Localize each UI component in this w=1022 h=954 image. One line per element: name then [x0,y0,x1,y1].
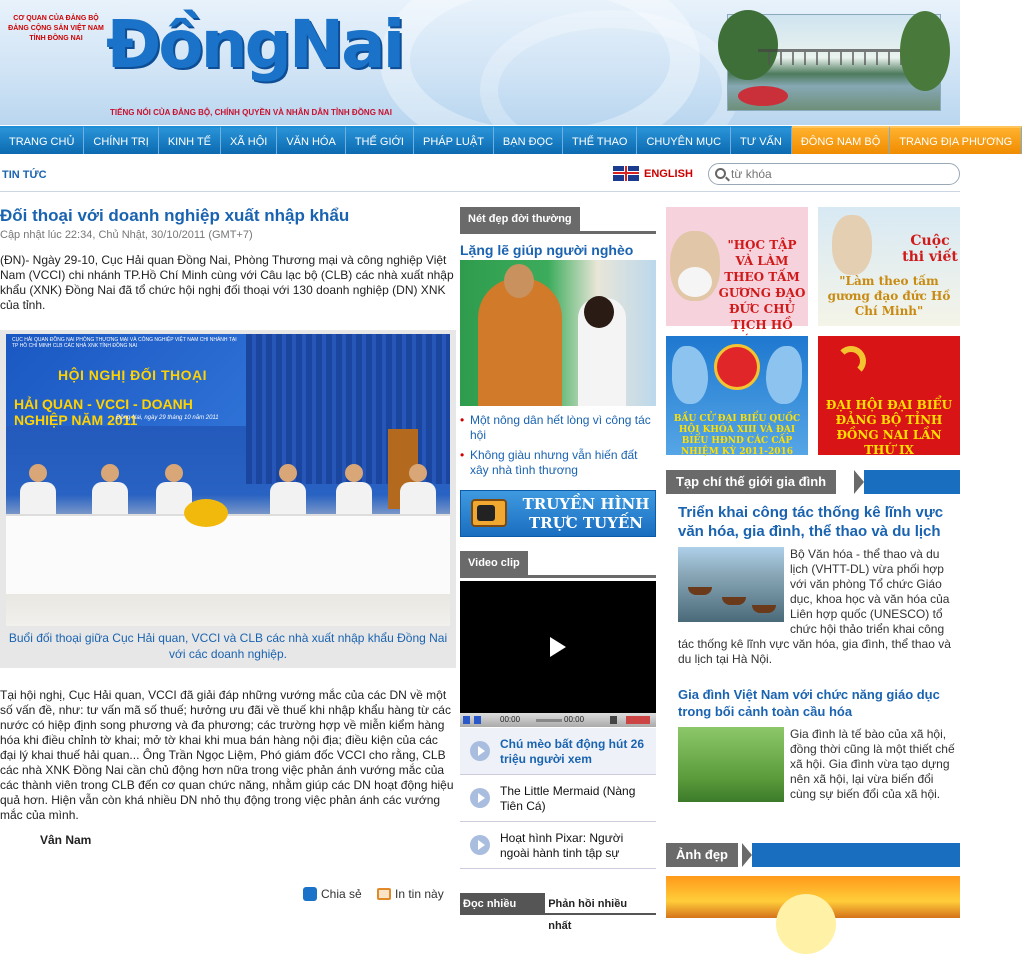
nav-item-van-hoa[interactable]: VĂN HÓA [277,126,346,154]
party-label: CƠ QUAN CỦA ĐẢNG BỘ ĐẢNG CỘNG SẢN VIỆT NAM TỈNH ĐỒNG NAI [8,15,104,42]
arrow-icon [854,470,864,494]
photo-caption: Buổi đối thoại giữa Cục Hải quan, VCCI và CLB các nhà xuất nhập khẩu Đồng Nai với các doanh nghiệp. [8,631,448,661]
featured-photo[interactable] [666,876,960,918]
promo-text: "HỌC TẬP VÀ LÀM THEO TẤM GƯƠNG ĐẠO ĐỨC CHỦ TỊCH HỒ [718,238,806,332]
article [0,205,456,901]
seek-bar[interactable] [536,719,562,722]
english-link[interactable]: ENGLISH [644,168,693,180]
portrait-shape [678,267,712,297]
print-label: In tin này [395,887,444,901]
breadcrumb[interactable]: TIN TỨC [2,169,47,181]
banner-date: Đồng Nai, ngày 29 tháng 10 năm 2011 [116,415,219,421]
photo-section-header [666,843,960,867]
national-emblem-icon [714,344,760,390]
related-link[interactable]: • Một nông dân hết lòng vì công tác hội [460,413,656,443]
middle-column [460,207,656,932]
play-circle-icon [470,788,490,808]
site-slogan: TIẾNG NÓI CỦA ĐẢNG BỘ, CHÍNH QUYỀN VÀ NHÂN DÂN TỈNH ĐỒNG NAI [110,108,392,117]
share-icon [303,887,317,901]
time-total: 00:00 [564,715,585,724]
share-label: Chia sẻ [321,887,362,901]
hands-shape [766,346,802,404]
video-title: Hoạt hình Pixar: Người ngoài hành tinh tập sự [500,831,624,860]
video-list-item[interactable] [460,822,656,869]
online-tv-label: TRUYỀN HÌNH TRỰC TUYẾN [522,495,650,532]
nav-item-the-thao[interactable]: THỂ THAO [563,126,637,154]
banner-subtitle: HẢI QUAN - VCCI - DOANH NGHIỆP NĂM 2011 [14,396,193,428]
time-current: 00:00 [500,715,521,724]
nav-item-dong-nam-bo[interactable]: ĐÔNG NAM BỘ [792,126,890,154]
section-label[interactable]: Tạp chí thế giới gia đình [666,470,836,494]
hands-shape [672,346,708,404]
tree-shape [900,11,950,91]
monk-head-shape [504,264,534,298]
main-nav [0,126,1013,154]
video-list-item[interactable] [460,728,656,775]
header-bridge-photo [727,14,941,111]
tv-icon [471,499,507,527]
nav-item-trang-chu[interactable]: TRANG CHỦ [0,126,84,154]
section-tab-video[interactable]: Video clip [460,551,528,575]
play-circle-icon [470,741,490,761]
portrait-shape [832,215,872,275]
story-summary [678,727,960,803]
site-header [0,0,960,125]
stop-button-icon[interactable] [474,716,481,724]
article-lead: (ĐN)- Ngày 29-10, Cục Hải quan Đồng Nai, Phòng Thương mại và công nghiệp Việt Nam (VCCI) chi nhánh TP.Hồ Chí Minh cùng với Câu lạc bộ (CLB) các nhà xuất nhập khẩu (XNK) Đồng Nai đã tổ chức hội nghị đối thoại với 130 doanh nghiệp (DN) XNK của tỉnh. [0,253,454,312]
play-circle-icon [470,835,490,855]
fullscreen-icon[interactable] [610,716,617,724]
promo-text: "Làm theo tấm gương đạo đức Hồ Chí Minh" [827,274,951,318]
uk-flag-icon[interactable] [613,166,639,181]
story-summary-text: Bộ Văn hóa - thể thao và du lịch (VHTT-DL) vừa phối hợp với văn phòng Tổ chức Giáo dục, khoa học và văn hóa của Liên hợp quốc (UNESCO) tổ chức hội thảo triển khai công tác thống kê lĩnh vực văn hóa, gia đình, thể thao và du lịch tại Hà Nội. [678,547,951,666]
site-logo[interactable]: ĐồngNai [106,6,403,83]
play-button-icon[interactable] [463,716,470,724]
printer-icon [377,888,391,900]
article-date: Cập nhật lúc 22:34, Chủ Nhật, 30/10/2011 (GMT+7) [0,229,253,241]
share-button[interactable] [303,887,362,901]
nav-item-chuyen-muc[interactable]: CHUYÊN MỤC [637,126,731,154]
video-controls [460,713,656,727]
banner-title: HỘI NGHỊ ĐỐI THOẠI [58,367,207,383]
online-tv-banner[interactable] [460,490,656,537]
tab-most-read[interactable]: Đọc nhiều nhất [460,893,545,913]
related-link[interactable]: • Không giàu nhưng vẫn hiến đất xây nhà tình thương [460,448,656,478]
most-read-tabs [460,893,656,932]
article-author: Vân Nam [40,833,92,847]
search-input[interactable] [731,166,951,182]
nav-item-phap-luat[interactable]: PHÁP LUẬT [414,126,494,154]
hammer-sickle-icon [836,346,866,376]
child-head-shape [584,296,614,328]
article-photo-box [0,330,456,668]
related-links [460,413,656,483]
play-icon[interactable] [550,637,566,657]
table-shape [6,514,450,594]
video-player[interactable] [460,581,656,713]
nav-item-chinh-tri[interactable]: CHÍNH TRỊ [84,126,158,154]
promo-text: ĐẠI HỘI ĐẠI BIỂU ĐẢNG BỘ TỈNH ĐỒNG NAI LẦN THỨ IX [825,398,953,457]
promo-text: Cuộc thi viết [902,233,958,265]
flowers-shape [184,499,228,527]
nav-item-xa-hoi[interactable]: XÃ HỘI [221,126,277,154]
article-title: Đối thoại với doanh nghiệp xuất nhập khẩu [0,206,350,225]
nav-item-the-gioi[interactable]: THẾ GIỚI [346,126,414,154]
search-icon[interactable] [715,168,726,179]
feature-title[interactable]: Lặng lẽ giúp người nghèo [460,242,634,258]
promo-writing-contest[interactable] [818,207,960,326]
promo-text: BẦU CỬ ĐẠI BIỂU QUỐC HỘI KHÓA XIII VÀ ĐẠI BIỂU HĐND CÁC CẤP NHIỆM KỲ 2011-2016 [673,414,801,457]
tab-most-feedback[interactable]: Phản hồi nhiều nhất [548,898,628,932]
sub-bar [0,158,960,192]
arrow-icon [742,843,752,867]
flowers-shape [738,86,788,106]
family-magazine-header [666,470,960,494]
curtain-shape [246,334,450,484]
video-section [460,551,656,578]
sun-shape [776,894,836,954]
nav-item-tu-van[interactable]: TƯ VẤN [731,126,792,154]
section-divider [460,575,656,578]
story-summary-text: Gia đình là tế bào của xã hội, đồng thời cũng là một thiết chế xã hội. Gia đình vừa tạo dựng nên xã hội, lại vừa biến đổi cùng sự biến đổi của xã hội. [790,727,955,801]
promo-party-congress[interactable] [818,336,960,455]
section-tab-net-dep[interactable]: Nét đẹp đời thường [460,207,580,231]
section-divider [864,470,960,494]
video-title: The Little Mermaid (Nàng Tiên Cá) [500,784,636,813]
volume-icon[interactable] [626,716,650,724]
video-list [460,728,656,869]
banner-organizers: CỤC HẢI QUAN ĐỒNG NAI PHÒNG THƯƠNG MẠI VÀ CÔNG NGHIỆP VIỆT NAM CHI NHÁNH TẠI TP HỒ CHÍ MINH CLB CÁC NHÀ XNK TỈNH ĐỒNG NAI [12,337,237,349]
promo-election[interactable] [666,336,808,455]
feature-photo[interactable] [460,260,656,406]
conference-banner [6,334,246,426]
story-summary [678,547,960,667]
section-divider [752,843,960,867]
section-label[interactable]: Ảnh đẹp [666,843,738,867]
article-body: Tại hội nghị, Cục Hải quan, VCCI đã giải đáp những vướng mắc của các DN về một số vấn đề, như: tư vấn mã số thuế; hưởng ưu đãi về thuế khi nhập khẩu hàng từ các nước có hiệp định song phương và đa phương; các trường hợp về miễn kiểm hàng hóa khi điều chỉnh tờ khai; mở tờ khai khi mua bán hàng nội địa; điều kiện của các đại lý khai thuế hải quan... Ông Trần Ngọc Liệm, Phó giám đốc VCCI cho rằng, CLB các nhà XNK Đồng Nai cần chủ động hơn nữa trong việc phản ánh vướng mắc của các thành viên trong CLB đến cơ quan chức năng, nhằm giúp các DN hoạt động hiệu quả hơn. Hiện vẫn còn khá nhiều DN nhỏ thụ động trong việc phản ánh các vướng mắc của mình. [0,688,454,822]
video-title: Chú mèo bất động hút 26 triệu người xem [500,737,644,766]
promo-ho-chi-minh[interactable] [666,207,808,332]
nav-item-kinh-te[interactable]: KINH TẾ [159,126,221,154]
nav-item-ban-doc[interactable]: BẠN ĐỌC [494,126,563,154]
story-title[interactable]: Gia đình Việt Nam với chức năng giáo dục trong bối cảnh toàn cầu hóa [678,687,940,719]
article-photo[interactable] [6,334,450,626]
nav-item-trang-dia-phuong[interactable]: TRANG ĐỊA PHƯƠNG [890,126,1022,154]
tree-shape [718,10,778,80]
search-box [708,163,960,185]
story-title[interactable]: Triển khai công tác thống kê lĩnh vực văn hóa, gia đình, thể thao và du lịch [678,504,944,540]
section-divider [460,231,656,234]
video-list-item[interactable] [460,775,656,822]
print-button[interactable] [377,887,444,901]
